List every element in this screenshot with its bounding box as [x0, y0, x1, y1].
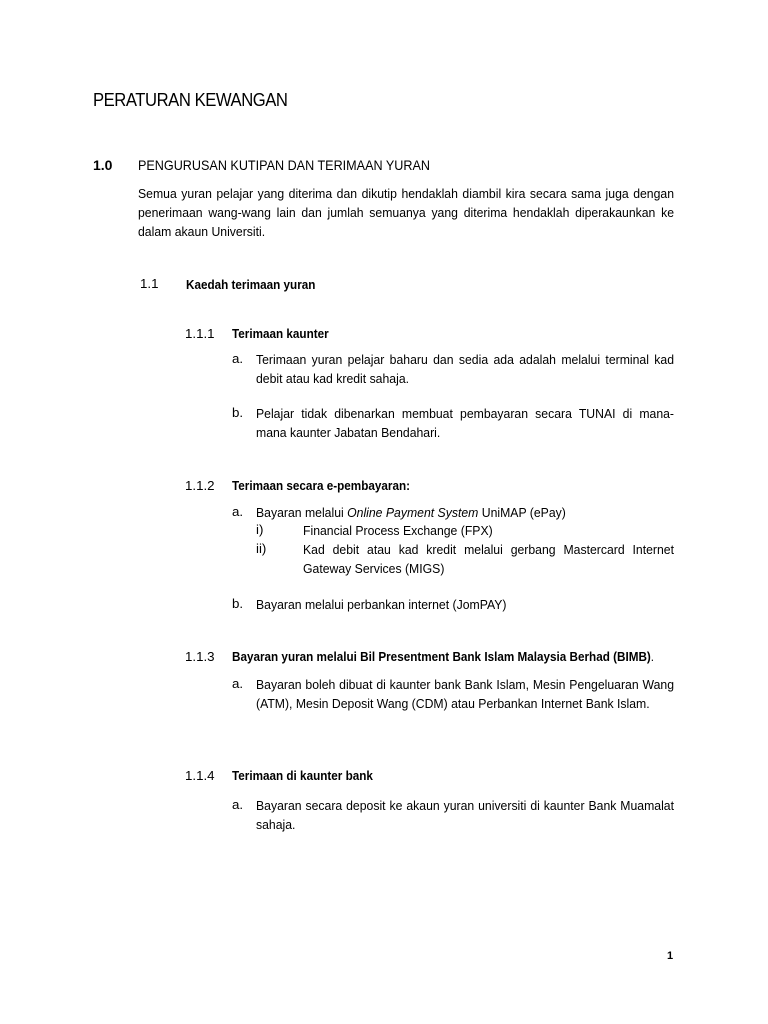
list-item [256, 503, 674, 522]
item-italic-term: Online Payment System [347, 505, 479, 520]
item-label: b. [232, 596, 244, 611]
heading-period: . [650, 649, 655, 664]
subitem-label: i) [256, 522, 264, 537]
list-item [256, 595, 674, 614]
sub-list-item [303, 540, 674, 578]
section-number: 1.0 [93, 157, 113, 173]
subsection-1-1-2-heading: Terimaan secara e-pembayaran: [232, 478, 410, 493]
subsection-1-1-4-number: 1.1.4 [185, 768, 215, 783]
list-item-text: Bayaran melalui perbankan internet (JomPAY) [256, 597, 507, 612]
page-number: 1 [667, 950, 674, 962]
subsection-1-1-3-number: 1.1.3 [185, 649, 215, 664]
item-prefix: Bayaran melalui [256, 505, 348, 520]
list-item-text [256, 503, 674, 522]
subitem-label: ii) [256, 541, 267, 556]
sub-list-item [303, 521, 674, 540]
item-label: a. [232, 504, 244, 519]
section-intro-text: Semua yuran pelajar yang diterima dan dikutip hendaklah diambil kira secara sama juga dengan penerimaan wang-wang lain dan jumlah semuanya yang diterima hendaklah diperakaunkan ke dalam akaun Universiti. [138, 186, 675, 239]
section-intro-paragraph [138, 184, 674, 241]
subsection-1-1-3-heading-text: Bayaran yuran melalui Bil Presentment Bank Islam Malaysia Berhad (BIMB) [232, 649, 651, 664]
subsection-1-1-2-number: 1.1.2 [185, 478, 215, 493]
item-label: b. [232, 405, 244, 420]
item-label: a. [232, 797, 244, 812]
list-item [256, 796, 674, 834]
list-item-text: Terimaan yuran pelajar baharu dan sedia ada adalah melalui terminal kad debit atau kad kredit sahaja. [256, 352, 675, 386]
subsection-1-1-heading: Kaedah terimaan yuran [186, 277, 316, 292]
section-heading: PENGURUSAN KUTIPAN DAN TERIMAAN YURAN [138, 157, 430, 173]
list-item [256, 675, 674, 713]
list-item [256, 350, 674, 388]
document-title: PERATURAN KEWANGAN [93, 89, 288, 110]
sub-list-item-text: Kad debit atau kad kredit melalui gerbang Mastercard Internet Gateway Services (MIGS) [303, 542, 675, 576]
subsection-1-1-number: 1.1 [140, 276, 159, 291]
subsection-1-1-1-number: 1.1.1 [185, 326, 215, 341]
item-label: a. [232, 351, 244, 366]
sub-list-item-text: Financial Process Exchange (FPX) [303, 523, 493, 538]
subsection-1-1-1-heading: Terimaan kaunter [232, 326, 329, 341]
item-label: a. [232, 676, 244, 691]
item-suffix: UniMAP (ePay) [478, 505, 566, 520]
list-item [256, 404, 674, 442]
list-item-text: Bayaran boleh dibuat di kaunter bank Bank Islam, Mesin Pengeluaran Wang (ATM), Mesin Deposit Wang (CDM) atau Perbankan Internet Bank Islam. [256, 677, 675, 711]
subsection-1-1-4-heading: Terimaan di kaunter bank [232, 768, 373, 783]
list-item-text: Bayaran secara deposit ke akaun yuran universiti di kaunter Bank Muamalat sahaja. [256, 798, 675, 832]
list-item-text: Pelajar tidak dibenarkan membuat pembayaran secara TUNAI di mana-mana kaunter Jabatan Bendahari. [256, 406, 675, 440]
subsection-1-1-3-heading [232, 649, 654, 664]
